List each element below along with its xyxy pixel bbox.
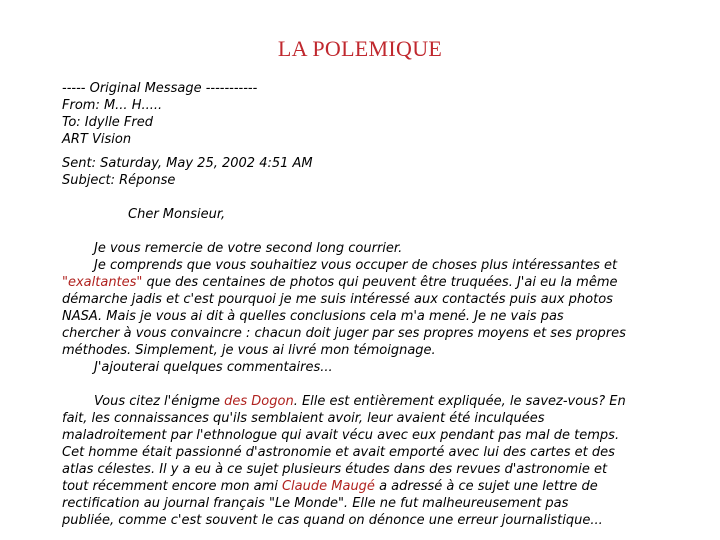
paragraph-1 <box>62 240 662 376</box>
p1-line: Je comprends que vous souhaitiez vous occuper de choses plus intéressantes et <box>94 258 618 273</box>
quoted-word: "exaltantes" <box>62 275 143 290</box>
dogon-highlight: des Dogon <box>224 394 294 409</box>
p2-line: fait, les connaissances qu'ils semblaient avoir, leur avaient été inculquées <box>62 411 545 426</box>
p2-text: Vous citez l'énigme <box>94 394 225 409</box>
p2-line <box>62 478 662 495</box>
p2-text: . Elle est entièrement expliquée, le savez-vous? En <box>293 394 626 409</box>
p2-line: rectification au journal français "Le Monde". Elle ne fut malheureusement pas <box>62 496 569 511</box>
greeting: Cher Monsieur, <box>128 207 226 222</box>
org-line: ART Vision <box>62 132 132 147</box>
p1-line: méthodes. Simplement, je vous ai livré mon témoignage. <box>62 343 436 358</box>
p2-text: a adressé à ce sujet une lettre de <box>374 479 598 494</box>
original-message-line: ----- Original Message ----------- <box>62 81 258 96</box>
greeting-block <box>62 206 662 223</box>
email-meta <box>62 155 662 189</box>
p1-line: NASA. Mais je vous ai dit à quelles conclusions cela m'a mené. Je ne vais pas <box>62 309 564 324</box>
p1-line: Je vous remercie de votre second long courrier. <box>94 241 403 256</box>
p1-line: chercher à vous convaincre : chacun doit juger par ses propres moyens et ses propres <box>62 326 626 341</box>
page-title: LA POLEMIQUE <box>277 36 443 61</box>
p2-line <box>62 393 662 410</box>
p2-text: tout récemment encore mon ami <box>62 479 282 494</box>
p1-line <box>62 274 662 291</box>
email-header <box>62 80 662 148</box>
p1-line-text: que des centaines de photos qui peuvent être truquées. J'ai eu la même <box>142 275 618 290</box>
p2-line: Cet homme était passionné d'astronomie et avait emporté avec lui des cartes et des <box>62 445 615 460</box>
to-line: To: Idylle Fred <box>62 115 154 130</box>
sent-line: Sent: Saturday, May 25, 2002 4:51 AM <box>62 156 313 171</box>
maugé-highlight: Claude Maugé <box>281 479 375 494</box>
p1-line: J'ajouterai quelques commentaires... <box>94 360 333 375</box>
p2-line: publiée, comme c'est souvent le cas quand on dénonce une erreur journalistique... <box>62 513 603 528</box>
subject-line: Subject: Réponse <box>62 173 176 188</box>
p2-line: maladroitement par l'ethnologue qui avait vécu avec eux pendant pas mal de temps. <box>62 428 620 443</box>
p2-line: atlas célestes. Il y a eu à ce sujet plusieurs études dans des revues d'astronomie et <box>62 462 608 477</box>
paragraph-2 <box>62 393 662 529</box>
p1-line: démarche jadis et c'est pourquoi je me suis intéressé aux contactés puis aux photos <box>62 292 613 307</box>
from-line: From: M... H..... <box>62 98 163 113</box>
